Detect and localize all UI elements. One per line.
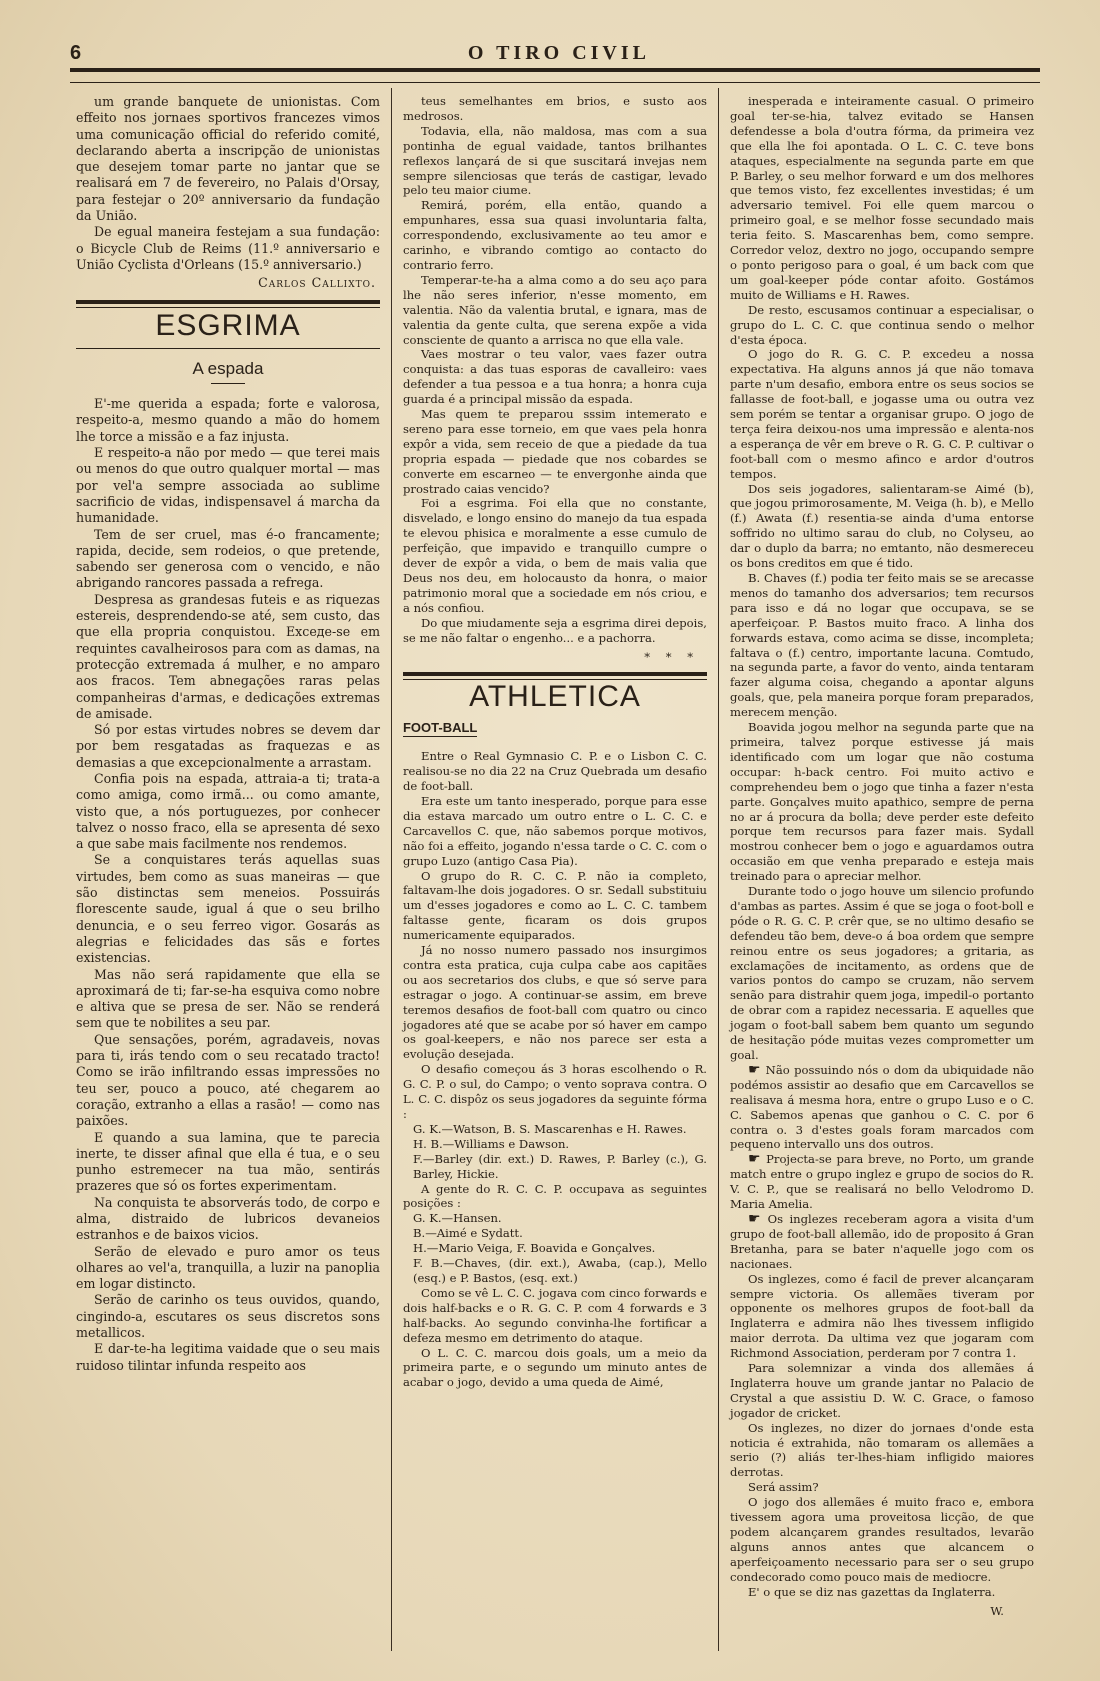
paragraph-1: inesperada e inteiramente casual. O primeiro goal ter-se-hia, talvez evitado se Hansen defendesse a bola d'outra fórma, da primeira vez que ella lhe foi apontada. O L. C. C. teve bons ataques, especialmente na segunda parte em que P. Barley, o seu melhor forward e um dos melhores que temos visto, fez excellentes investidas; é um adversario temivel. Foi elle quem marcou o primeiro goal, e se melhor fosse secundado mais teria feito. S. Mascarenhas bem, como sempre. Corredor veloz, dextro no jogo, occupando sempre o ponto perigoso para o goal, é um back com que um goal-keeper póde contar afoito. Gostámos muito de Williams e H. Rawes. [729, 94, 1034, 302]
paragraph-13: Serão de carinho os teus ouvidos, quando, cingindo-a, escutares os seus discretos sons metallicos. [76, 1292, 381, 1341]
report-continuation [730, 94, 1034, 1063]
columns [72, 88, 1038, 1651]
paragraph-3: Tem de ser cruel, mas é-o francamente; rapida, decide, sem rodeios, o que pretende, sabendo ser generosa com o vencido, e não abrigando rancores passada a refrega. [76, 526, 381, 591]
section-rule [76, 300, 380, 308]
news-continuation [730, 1272, 1034, 1600]
paragraph-4: Dos seis jogadores, salientaram-se Aimé (b), que jogou primorosamente, M. Veiga (h. b), e Mello (f.) Awata (f.) resentia-se ainda d'uma entorse soffrido no ultimo sarau do club, no Colyseu, ao dar o duplo da barra; no emtanto, não desmereceu os bons creditos em que é tido. [729, 481, 1034, 571]
short-rule [211, 383, 245, 384]
paragraph-5: O desafio começou ás 3 horas escolhendo o R. G. C. P. o sul, do Campo; o vento soprava contra. O L. C. C. dispôz os seus jogadores da seguinte fórma : [402, 1062, 707, 1121]
paragraph-8: Do que miudamente seja a esgrima direi depois, se me não faltar o engenho... e a pachorra. [402, 615, 707, 645]
paragraph-6: Boavida jogou melhor na segunda parte que na primeira, talvez porque estivesse já mais identificado com um logar que não costuma occupar: h-back centro. Foi muito activo e comprehendeu bem o jogo que tinha a fazer n'esta parte. Gonçalves muito apathico, sempre de perna no ar á procura da bolla; deve perder este defeito porque tem recursos para fazer mais. Sydall mostrou conhecer bem o jogo e aguardamos outra occasião em que venha preparado e esteja mais treinado para o apreciar melhor. [729, 720, 1034, 884]
continuation-text [76, 94, 380, 273]
column-rule [718, 88, 719, 1651]
paragraph-1: E'-me querida a espada; forte e valorosa, respeito-a, mesmo quando a mão do homem lhe torce a missão e a faz injusta. [76, 396, 381, 444]
article-continuation [403, 94, 707, 646]
page-number: 6 [70, 41, 82, 64]
column-1 [72, 88, 384, 1651]
paragraph-5: Vaes mostrar o teu valor, vaes fazer outra conquista: a das tuas esporas de cavalleiro: vaes defender a tua pessoa e a tua honra; a honra cuja guarda é a principal missão da espada. [402, 347, 707, 407]
paragraph-11: Na conquista te absorverás todo, de corpo e alma, distraido de lubricos devaneios estranhos e de baixos vicios. [76, 1194, 381, 1243]
signature-callixto: Carlos Callixto. [258, 275, 377, 291]
paragraph-2: De egual maneira festejam a sua fundação: o Bicycle Club de Reims (11.º anniversario e União Cyclista d'Orleans (15.º anniversario.) [76, 224, 381, 272]
lineup-line-2: B.—Aimé e Sydatt. [412, 1226, 523, 1241]
paragraph-1: Os inglezes, como é facil de prever alcançaram sempre victoria. Os allemães tiveram por opponente os melhores grupos de foot-ball da Inglaterra e admira não lhes tivessem infligido maior derrota. Da ultima vez que jogaram com Richmond Association, perderam por 7 contra 1. [729, 1271, 1034, 1361]
paragraph-7: Durante todo o jogo houve um silencio profundo d'ambas as partes. Assim é que se joga o foot-boll e póde o R. G. C. P. crêr que, se no ultimo desafio se defendeu tão bem, deve-o á boa ordem que sempre reinou entre os seus jogadores; a gritaria, as exclamações de incitamento, as ordens que de varios pontos do campo se cruzam, não servem senão para distrahir quem joga, impedil-o portanto de obrar com a rapidez necessaria. E aquelles que jogam o foot-ball sabem bem quanto um segundo de hesitação póde muitas vezes comprometter um goal. [729, 884, 1034, 1062]
paragraph-2: O L. C. C. marcou dois goals, um a meio da primeira parte, e o segundo um minuto antes de acabar o jogo, devido a uma queda de Aimé, [402, 1345, 707, 1390]
news-text: Projecta-se para breve, no Porto, um grande match entre o grupo inglez e grupo de socios do R. V. C. P., que se realisará no bello Velodromo D. Maria Amelia. [729, 1152, 1034, 1212]
paragraph-3: Remirá, porém, ella então, quando a empunhares, essa sua quasi involuntaria falta, correspondendo, exclusivamente ao teu amor e carinho, e vibrando comtigo ao contacto do contrario ferro. [402, 198, 707, 272]
lineup-rgcp [403, 1211, 707, 1286]
section-rule [403, 672, 707, 680]
lineup-line-4: F. B.—Chaves, (dir. ext.), Awaba, (cap.), Mello (esq.) e P. Bastos, (esq. ext.) [412, 1256, 707, 1285]
paragraph-2: Todavia, ella, não maldosa, mas com a sua pontinha de egual vaidade, tantos brilhantes reflexos lançará de si que suscitará invejas nem sempre silenciosas que terás de castigar, levado pelo teu maior ciume. [402, 123, 707, 198]
news-text: Não possuindo nós o dom da ubiquidade não podémos assistir ao desafio que em Carcavellos se realisava á mesma hora, entre o grupo Luso e o C. C. Sabemos apenas que ganhou o C. C. por 6 contra o. 3 d'estes goals foram marcados com pequeno intervallo uns dos outros. [729, 1062, 1034, 1152]
paragraph-5: Só por estas virtudes nobres se devem dar por bem resgatadas as fraquezas e as demasias a que excepcionalmente a arrastam. [76, 722, 381, 770]
report-end [403, 1286, 707, 1390]
column-3 [726, 88, 1038, 1651]
paragraph-3: O grupo do R. C. C. P. não ia completo, faltavam-lhe dois jogadores. O sr. Sedall substituiu um d'esses jogadores e como ao L. C. C. tambem faltasse gente, ficaram os dois grupos numericamente equiparados. [402, 868, 707, 943]
paragraph-10: E quando a sua lamina, que te parecia inerte, te disser afinal que ella é tua, e o seu punho estremecer na tua mão, sentirás prazeres que só os fortes experimentam. [76, 1129, 381, 1194]
section-title-athletica: ATHLETICA [469, 680, 641, 714]
paragraph-1: Entre o Real Gymnasio C. P. e o Lisbon C. C. realisou-se no dia 22 na Cruz Quebrada um desafio de foot-ball. [402, 749, 707, 794]
paragraph-2: E respeito-a não por medo — que terei mais ou menos do que outro qualquer mortal — mas por vel'a sempre associada ao sublime sacrificio de vidas, indispensavel á marcha da humanidade. [76, 445, 381, 526]
signature-w: W. [990, 1603, 1004, 1618]
lineup-line-3: F.—Barley (dir. ext.) D. Rawes, P. Barley (c.), G. Barley, Hickie. [412, 1151, 707, 1181]
paragraph-14: E dar-te-ha legitima vaidade que o seu mais ruidoso tilintar infunda respeito aos [76, 1341, 381, 1373]
lineup-line-3: H.—Mario Veiga, F. Boavida e Gonçalves. [412, 1241, 656, 1256]
paragraph-1: Como se vê L. C. C. jogava com cinco forwards e dois half-backs e o R. G. C. P. com 4 forwards e 3 half-backs. Ao segundo convinha-lhe fortificar a defeza mesmo em detrimento do ataque. [402, 1285, 707, 1345]
paragraph-4: Despresa as grandesas futeis e as riquezas estereis, desprendendo-se até, sem custo, das que ella propria conquistou. Exceде-se em requintes cavalheirosos para com as damas, na protecção extremada á mulher, e no amparo aos fracos. Tem abnegações raras pelas companheiras d'armas, e dedicações extremas de amisade. [76, 591, 381, 721]
paragraph-4: Temperar-te-ha a alma como a do seu aço para lhe não seres inferior, n'esse momento, em valentia. Não da valentia brutal, e ignara, mas de valentia da gente culta, que serena expõe a vida consciente de quanto a arrisca no que ella vale. [402, 272, 707, 347]
title-underline [76, 348, 380, 349]
page-header [70, 38, 1040, 68]
article-body [76, 396, 380, 1374]
paragraph-8: Mas não será rapidamente que ella se aproximará de ti; far-se-ha esquiva como nobre e altiva que se presa de ser. Não se renderá sem que te nobilites a seu par. [76, 966, 381, 1031]
lineup-line-2: H. B.—Williams e Dawson. [412, 1136, 570, 1151]
sub-section-football: FOOT-BALL [402, 720, 478, 736]
paragraph-4: Será assim? [747, 1480, 819, 1495]
paragraph-3: O jogo do R. G. C. P. excedeu a nossa expectativa. Ha alguns annos já que não tomava parte n'um desafio, embora entre os seus socios se fallasse de foot-ball, e jogasse uma ou outra vez sem porém se tentar a organisar grupo. O jogo de terça feira deixou-nos uma impressão e alenta-nos a esperança de vêr em breve o R. G. C. P. cultivar o foot-ball com o mesmo afinco e ardor d'outros tempos. [729, 347, 1034, 481]
news-items [730, 1063, 1034, 1272]
paragraph-2: De resto, escusamos continuar a especialisar, o grupo do L. C. C. que continua sendo o melhor d'esta época. [729, 302, 1034, 347]
section-title-esgrima: ESGRIMA [155, 308, 301, 342]
paragraph-7: Se a conquistares terás aquellas suas virtudes, bem como as suas maneiras — que são distinctas sem meneios. Possuirás florescente saude, igual á que o seu brilho denuncia, e o seu ferreo vigor. Gosarás as alegrias e felicidades das sãs e fortes existencias. [76, 852, 381, 966]
paragraph-5: B. Chaves (f.) podia ter feito mais se se arecasse menos do tamanho dos adversarios; tem recursos para isso e dá no logar que occupava, se se aperfeiçoar. P. Bastos muito fraco. A linha dos forwards estava, como acima se disse, incompleta; faltava o (f.) centro, importante lacuna. Comtudo, na segunda parte, a favor do vento, ainda tentaram fazer alguma coisa, chegando a apontar alguns goals, que, pela maneira porque foram preparados, merecem menção. [729, 571, 1034, 720]
lineup-lcc [403, 1122, 707, 1182]
column-rule [391, 88, 392, 1651]
pointing-hand-icon: ☛ [747, 1210, 768, 1227]
news-text: Os inglezes receberam agora a visita d'um grupo de foot-ball allemão, ido de proposito á Gran Bretanha, para se bater n'aquelle jogo com os nacionaes. [729, 1211, 1034, 1271]
lineup-intro: A gente do R. C. C. P. occupava as seguintes posições : [402, 1181, 707, 1211]
header-rule [70, 68, 1040, 83]
paragraph-2: Para solemnizar a vinda dos allemães á Inglaterra houve um grande jantar no Palacio de Crystal a que assistiu D. W. C. Grace, o famoso jogador de cricket. [729, 1361, 1034, 1420]
paragraph-4: Já no nosso numero passado nos insurgimos contra esta pratica, cuja culpa cabe aos capitães ou aos secretarios dos clubs, e que só serve para estragar o jogo. A continuar-se assim, em breve teremos desafios de foot-ball com quatro ou cinco jogadores até que se acabe por só haver em campo os goal-keepers, e não nos parece ser esta a evolução desejada. [402, 943, 707, 1062]
article-title: A espada [192, 358, 264, 378]
stars-separator: * * * [644, 649, 699, 664]
paragraph-7: Foi a esgrima. Foi ella que no constante, disvelado, e longo ensino do manejo da tua espada te elevou phisica e moralmente a esse cumulo de perfeição, que impavido e tranquillo cumpre o dever de expôr a vida, o bem de mais valia que Deus nos deu, em holocausto da honra, o maior patrimonio moral que a sociedade em nós criou, e a nós confiou. [402, 496, 707, 615]
pointing-hand-icon: ☛ [747, 1061, 766, 1078]
lineup-line-1: G. K.—Watson, B. S. Mascarenhas e H. Rawes. [412, 1121, 687, 1136]
news-item-3 [730, 1212, 1034, 1272]
paragraph-2: Era este um tanto inesperado, porque para esse dia estava marcado um outro entre o L. C. C. e Carcavellos C. que, não sabemos porque motivos, não foi a effeito, jogando n'essa tarde o C. C. com o grupo Luzo (antigo Casa Pia). [402, 793, 707, 868]
paragraph-3: Os inglezes, no dizer do jornaes d'onde esta noticia é extrahida, não tomaram os allemães a serio (?) aliás ter-lhes-hiam infligido maiores derrotas. [729, 1420, 1034, 1480]
journal-title: O TIRO CIVIL [467, 41, 650, 64]
football-report [403, 749, 707, 1122]
paragraph-1: um grande banquete de unionistas. Com effeito nos jornaes sportivos francezes vimos uma comunicação official do referido comité, declarando aberta a inscripção de unionistas que desejem tomar parte no jantar que se realisará em 7 de fevereiro, no Palais d'Orsay, para festejar o 20º anniversario da fundação da União. [76, 94, 381, 224]
paragraph-6: E' o que se diz nas gazettas da Inglaterra. [747, 1584, 996, 1599]
paragraph-6: Confia pois na espada, attraia-a ti; trata-a como amiga, como irmã... ou como amante, visto que, a nós portuguezes, por conhecer talvez o nosso fraco, ella se apresenta dé sexo a que sabe mais facilmente nos rendemos. [76, 770, 381, 852]
paragraph-9: Que sensações, porém, agradaveis, novas para ti, irás tendo com o seu recatado tracto! Como se irão infiltrando essas impressões no teu ser, pouco a pouco, até chegarem ao coração, extranho a ellas a rasão! — como nas paixões. [76, 1031, 381, 1129]
paragraph-1: teus semelhantes em brios, e susto aos medrosos. [402, 94, 707, 123]
news-item-1 [730, 1063, 1034, 1152]
news-item-2 [730, 1152, 1034, 1212]
lineup-line-1: G. K.—Hansen. [412, 1211, 502, 1226]
pointing-hand-icon: ☛ [747, 1151, 767, 1168]
paragraph-12: Serão de elevado e puro amor os teus olhares ao vel'a, tranquilla, a luzir na panoplia em logar distincto. [76, 1243, 381, 1292]
column-2 [399, 88, 711, 1651]
paragraph-6: Mas quem te preparou sssim intemerato e sereno para esse torneio, em que vaes pela honra expôr a vida, sem receio de que a piedade da tua propria espada — piedade que nos cobardes se converte em escarneo — te envergonhe ainda que prostrado caias vencido? [402, 407, 707, 496]
paragraph-5: O jogo dos allemães é muito fraco e, embora tivessem agora uma proveitosa licção, de que podem alcançarem grandes resultados, levarão alguns annos antes que alcancem o aperfeiçoamento necessario para ser o seu grupo condecorado como pouco mais de mediocre. [729, 1495, 1034, 1584]
